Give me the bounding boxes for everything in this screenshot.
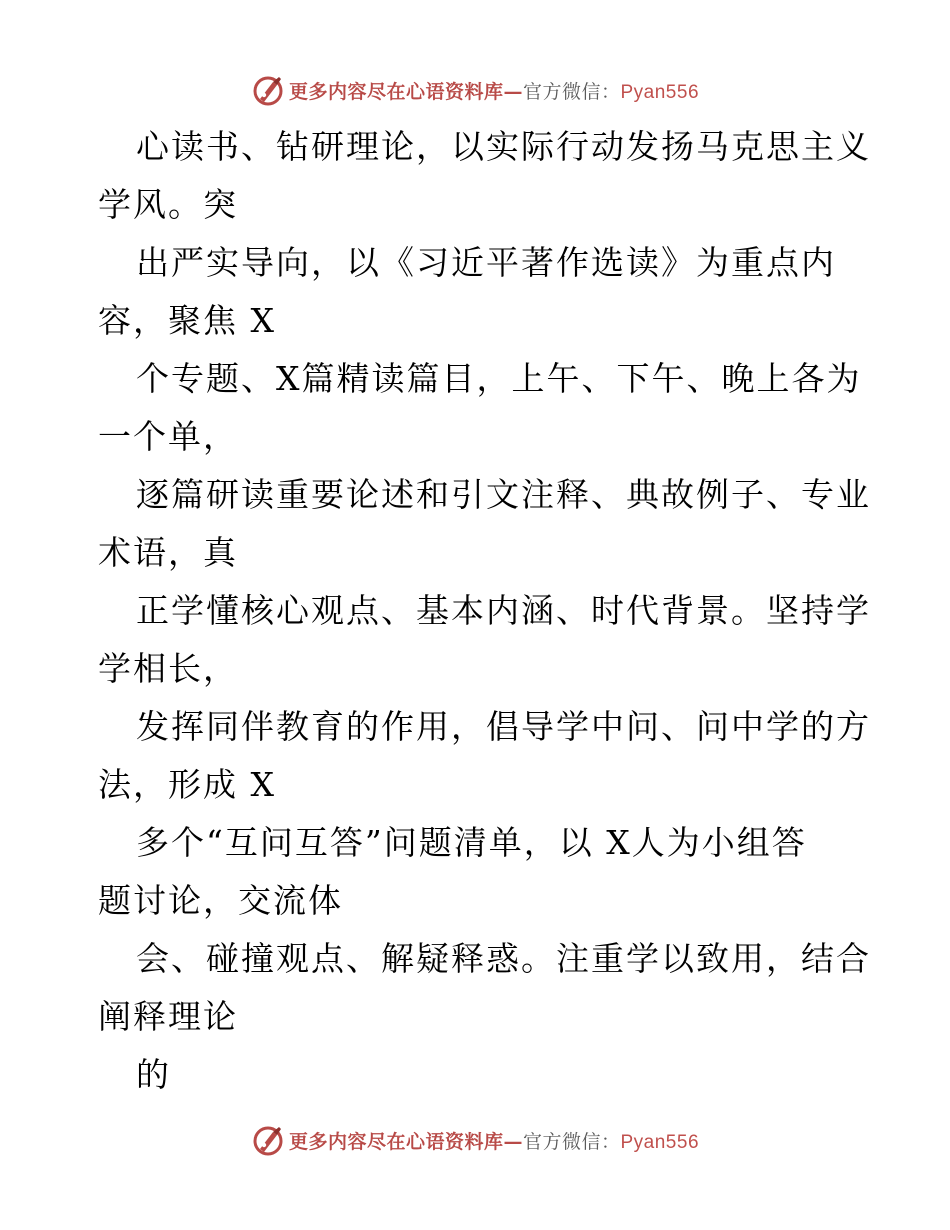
text-line: 心读书、钻研理论，以实际行动发扬马克思主义 — [136, 127, 871, 166]
text-line: 正学懂核心观点、基本内涵、时代背景。坚持学 — [136, 591, 871, 630]
footer-banner-dash: — — [503, 1130, 523, 1153]
text-line: 题讨论，交流体 — [98, 881, 343, 920]
text-line: 个专题、X篇精读篇目，上午、下午、晚上各为 — [136, 359, 862, 398]
header-banner-wechat-label: 官方微信： — [522, 80, 621, 103]
text-line: 会、碰撞观点、解疑释惑。注重学以致用，结合 — [136, 939, 871, 978]
text-line: 一个单， — [98, 417, 238, 456]
header-banner-wechat-id: Pyan556 — [620, 81, 700, 103]
text-line: 容，聚焦 X — [98, 301, 276, 340]
footer-banner-text — [289, 1127, 699, 1154]
text-line: 阐释理论 — [98, 997, 238, 1036]
text-line: 术语，真 — [98, 533, 238, 572]
text-line: 学风。突 — [98, 185, 238, 224]
pen-logo-icon — [251, 1123, 285, 1157]
footer-banner-wechat-label: 官方微信： — [522, 1130, 621, 1153]
body-text — [98, 118, 871, 1104]
text-line: 学相长， — [98, 649, 238, 688]
text-line: 发挥同伴教育的作用，倡导学中问、问中学的方 — [136, 707, 871, 746]
header-banner-inner — [251, 73, 699, 107]
text-line: 多个“互问互答”问题清单，以 X人为小组答 — [136, 823, 807, 862]
footer-banner — [0, 1120, 950, 1160]
header-banner — [0, 70, 950, 110]
text-line: 的 — [136, 1055, 171, 1094]
text-line: 出严实导向，以《习近平著作选读》为重点内 — [136, 243, 836, 282]
header-banner-text — [289, 77, 699, 104]
text-line: 法，形成 X — [98, 765, 276, 804]
pen-logo-icon — [251, 73, 285, 107]
header-banner-dash: — — [503, 80, 523, 103]
footer-banner-wechat-id: Pyan556 — [620, 1131, 700, 1153]
text-line: 逐篇研读重要论述和引文注释、典故例子、专业 — [136, 475, 871, 514]
header-banner-main: 更多内容尽在心语资料库 — [288, 80, 504, 103]
footer-banner-main: 更多内容尽在心语资料库 — [288, 1130, 504, 1153]
footer-banner-inner — [251, 1123, 699, 1157]
